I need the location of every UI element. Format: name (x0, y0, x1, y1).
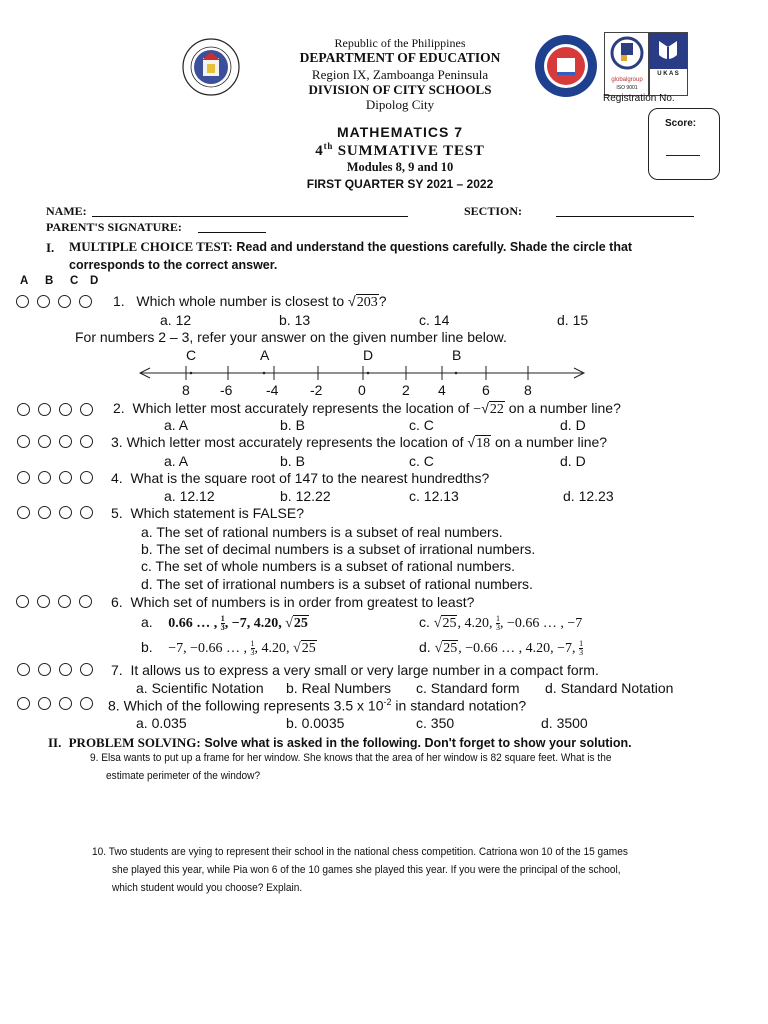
q3-end: on a number line? (491, 434, 608, 450)
test-number: 4 (315, 143, 324, 159)
q4-text: What is the square root of 147 to the nearest hundredths? (130, 470, 490, 486)
q6-number: 6. (111, 594, 123, 610)
q2-circle-c[interactable] (59, 403, 72, 416)
point-label-b: B (452, 347, 462, 363)
q3-question: 3. Which letter most accurately represents the location of √18 on a number line? (111, 434, 608, 451)
q6-option-a (141, 614, 309, 632)
q6-c-frac-num: 1 (495, 614, 500, 624)
q6-b-part1: −7, −0.66 … , (168, 641, 251, 656)
point-label-d: D (363, 347, 374, 363)
ukas-certification-logo (648, 32, 688, 96)
score-label: Score: (665, 118, 697, 129)
q5-text: Which statement is FALSE? (130, 505, 304, 521)
q5-option-d: d. The set of irrational numbers is a subset of rational numbers. (141, 576, 533, 592)
q5-question (111, 505, 304, 521)
tick-label-3: -4 (266, 382, 279, 398)
col-b: B (45, 275, 54, 287)
q6-d-frac-num: 1 (579, 639, 584, 649)
q7-question (111, 662, 599, 678)
q9-line1: 9. Elsa wants to put up a frame for her window. She knows that the area of her window is 82 square feet. What is the (90, 752, 612, 764)
q7-option-c: c. Standard form (416, 680, 520, 696)
q10-line2: she played this year, while Pia won 6 of the 10 games she played this year. If you were the principal of the school, (112, 864, 621, 876)
q6-text: Which set of numbers is in order from greatest to least? (130, 594, 475, 610)
q6-c-label: c. (419, 614, 430, 630)
q1-question: 1. Which whole number is closest to √203? (113, 293, 387, 310)
q3-circle-d[interactable] (80, 435, 93, 448)
part1-instr-line1: Read and understand the questions carefully. Shade the circle that (236, 240, 633, 254)
part1-instructions (69, 239, 729, 255)
point-label-a: A (260, 347, 270, 363)
q4-circle-d[interactable] (80, 471, 93, 484)
q6-b-expr: −7, −0.66 … , $\frac{1}{3}$ , 4.20, √25 (168, 639, 316, 658)
tick-label-2: -6 (220, 382, 233, 398)
q7-option-b: b. Real Numbers (286, 680, 392, 696)
q7-option-d: d. Standard Notation (545, 680, 674, 696)
part1-number: I. (46, 240, 55, 255)
q3-option-a: a. A (164, 453, 189, 469)
q6-b-frac-num: 1 (250, 639, 255, 649)
q6-d-label: d. (419, 639, 431, 655)
section-field[interactable] (556, 216, 694, 217)
q2-circle-a[interactable] (17, 403, 30, 416)
tick-label-8: 6 (482, 382, 490, 398)
part2-number: II. (48, 735, 62, 750)
q2-number: 2. (113, 400, 125, 416)
q2-question: 2. Which letter most accurately represents the location of −√22 on a number line? (113, 400, 621, 417)
q2-circle-b[interactable] (38, 403, 51, 416)
tick-label-9: 8 (524, 382, 532, 398)
q1-circle-c[interactable] (58, 295, 71, 308)
q2-negative: − (473, 402, 482, 417)
q5-circle-a[interactable] (17, 506, 30, 519)
q8-circle-b[interactable] (38, 697, 51, 710)
q2-end: on a number line? (504, 400, 621, 416)
q4-number: 4. (111, 470, 123, 486)
republic-text: Republic of the Philippines (334, 36, 466, 50)
q1-option-d: d. 15 (557, 312, 589, 328)
q6-answer-circles (16, 595, 92, 608)
tick-label-7: 4 (438, 382, 446, 398)
q1-number: 1. (113, 293, 125, 309)
q9-line2: estimate perimeter of the window? (106, 770, 261, 782)
q2-circle-d[interactable] (80, 403, 93, 416)
q7-circle-d[interactable] (80, 663, 93, 676)
city-text: Dipolog City (365, 97, 435, 112)
q6-circle-a[interactable] (16, 595, 29, 608)
q1-option-c: c. 14 (419, 312, 450, 328)
name-field[interactable] (92, 216, 408, 217)
ukas-text: U K A S (657, 71, 679, 77)
q8-option-d: d. 3500 (541, 715, 588, 731)
q6-a-part2: , −7, 4.20, (224, 616, 286, 631)
q6-d-radicand: 25 (443, 641, 458, 656)
q6-c-part2: , −0.66 … , −7 (499, 616, 583, 631)
modules-text: Modules 8, 9 and 10 (346, 160, 454, 174)
col-d: D (90, 275, 99, 287)
answer-column-headers (20, 275, 110, 287)
q9-answer-area[interactable] (90, 790, 720, 840)
q8-number: 8. (108, 697, 120, 714)
q6-a-expr: 0.66 … , $\frac{1}{3}$ , −7, 4.20, √25 (168, 614, 308, 633)
q3-option-b: b. B (280, 453, 305, 469)
signature-label: PARENT'S SIGNATURE: (46, 220, 182, 234)
q6-option-b (141, 639, 317, 657)
q6-question (111, 594, 474, 610)
q6-d-expr: √25, −0.66 … , 4.20, −7, $\frac{1}{3}$ (434, 639, 584, 658)
point-b-dot (455, 372, 458, 375)
q8-option-c: c. 350 (416, 715, 455, 731)
q2-radicand: 22 (489, 402, 504, 417)
q5-option-a: a. The set of rational numbers is a subset of real numbers. (141, 524, 503, 540)
q3-circle-b[interactable] (38, 435, 51, 448)
q7-circle-b[interactable] (38, 663, 51, 676)
q2-option-a: a. A (164, 417, 189, 433)
q1-text: Which whole number is closest to (136, 293, 348, 309)
q7-circle-c[interactable] (59, 663, 72, 676)
score-box (648, 108, 720, 180)
part1-heading: MULTIPLE CHOICE TEST: (69, 239, 233, 254)
test-sup: th (323, 141, 334, 151)
q8-text2: in standard notation? (391, 697, 527, 714)
test-title (250, 141, 550, 160)
q5-circle-b[interactable] (38, 506, 51, 519)
q3-answer-circles (17, 435, 93, 448)
q6-a-label: a. (141, 614, 153, 630)
q2-option-b: b. B (280, 417, 305, 433)
part1-instr-line2: corresponds to the correct answer. (69, 258, 278, 272)
q10-line1: 10. Two students are vying to represent their school in the national chess competition. Catriona won 10 of the 15 games (92, 846, 628, 858)
q6-c-expr: √25, 4.20, $\frac{1}{3}$ , −0.66 … , −7 (433, 614, 583, 633)
q8-text1: Which of the following represents 3.5 x 10 (123, 697, 384, 714)
q4-question (111, 470, 489, 486)
q6-b-part2: , 4.20, (254, 641, 294, 656)
q6-d-part1: , −0.66 … , 4.20, −7, (458, 641, 580, 656)
department-text: DEPARTMENT OF EDUCATION (299, 50, 501, 65)
q6-b-label: b. (141, 639, 153, 655)
point-d-dot (367, 372, 370, 375)
q4-option-a: a. 12.12 (164, 488, 215, 504)
q1-answer-circles (16, 295, 92, 308)
number-line (136, 362, 592, 384)
q5-circle-d[interactable] (80, 506, 93, 519)
q3-option-c: c. C (409, 453, 434, 469)
division-text: DIVISION OF CITY SCHOOLS (308, 82, 492, 97)
q5-circle-c[interactable] (59, 506, 72, 519)
q6-circle-d[interactable] (79, 595, 92, 608)
q7-option-a: a. Scientific Notation (136, 680, 264, 696)
q3-text: Which letter most accurately represents the location of (126, 434, 468, 450)
q2-text: Which letter most accurately represents the location of (132, 400, 474, 416)
q6-circle-c[interactable] (58, 595, 71, 608)
q3-option-d: d. D (560, 453, 586, 469)
q8-exponent: -2 (383, 697, 392, 707)
q7-answer-circles (17, 663, 93, 676)
col-c: C (70, 275, 79, 287)
q1-circle-d[interactable] (79, 295, 92, 308)
q6-b-frac-den: 3 (250, 648, 255, 658)
q5-answer-circles (17, 506, 93, 519)
q10-line3: which student would you choose? Explain. (112, 882, 303, 894)
q6-b-radicand: 25 (301, 641, 316, 656)
q4-option-b: b. 12.22 (280, 488, 331, 504)
q8-circle-a[interactable] (17, 697, 30, 710)
q8-circle-d[interactable] (80, 697, 93, 710)
q6-option-d (419, 639, 583, 657)
part2-instr: Solve what is asked in the following. Don't forget to show your solution. (204, 736, 632, 750)
q4-option-c: c. 12.13 (409, 488, 459, 504)
q3-radicand: 18 (476, 436, 491, 451)
numberline-note: For numbers 2 – 3, refer your answer on the given number line below. (75, 329, 507, 345)
q5-option-c: c. The set of whole numbers is a subset of rational numbers. (141, 558, 516, 574)
q8-question (108, 697, 526, 714)
q6-c-frac-den: 3 (495, 623, 500, 633)
part2-instructions (48, 735, 632, 751)
point-a-dot (263, 372, 266, 375)
q4-answer-circles (17, 471, 93, 484)
q1-circle-b[interactable] (37, 295, 50, 308)
q8-option-b: b. 0.0035 (286, 715, 345, 731)
q4-circle-b[interactable] (38, 471, 51, 484)
tick-label-5: 0 (358, 382, 366, 398)
q7-number: 7. (111, 662, 123, 678)
q6-c-radicand: 25 (442, 616, 457, 631)
col-a: A (20, 275, 29, 287)
q7-text: It allows us to express a very small or very large number in a compact form. (130, 662, 599, 678)
point-c-dot (190, 372, 193, 375)
q8-answer-circles (17, 697, 93, 710)
globalgroup-text: globalgroup (611, 77, 643, 83)
q2-option-d: d. D (560, 417, 586, 433)
q6-a-part1: 0.66 … , (168, 616, 221, 631)
region-text: Region IX, Zamboanga Peninsula (311, 67, 489, 82)
q6-c-part1: , 4.20, (457, 616, 496, 631)
q7-circle-a[interactable] (17, 663, 30, 676)
q4-circle-a[interactable] (17, 471, 30, 484)
name-label: NAME: (46, 204, 87, 218)
tick-label-4: -2 (310, 382, 323, 398)
tick-label-1: 8 (182, 382, 190, 398)
q4-circle-c[interactable] (59, 471, 72, 484)
tick-label-6: 2 (402, 382, 410, 398)
q8-circle-c[interactable] (59, 697, 72, 710)
quarter-text: FIRST QUARTER SY 2021 – 2022 (306, 177, 494, 191)
q6-a-frac-den: 3 (220, 623, 225, 633)
q1-radicand: 203 (356, 295, 378, 310)
q1-circle-a[interactable] (16, 295, 29, 308)
q3-circle-a[interactable] (17, 435, 30, 448)
q6-a-frac-num: 1 (220, 614, 225, 624)
score-line (666, 155, 700, 156)
q10-answer-area[interactable] (90, 902, 720, 1012)
iso-certification-logo (604, 32, 650, 96)
q5-number: 5. (111, 505, 123, 521)
q6-d-frac-den: 3 (579, 648, 584, 658)
q4-option-d: d. 12.23 (563, 488, 614, 504)
q6-circle-b[interactable] (37, 595, 50, 608)
point-label-c: C (186, 347, 197, 363)
q6-a-radicand: 25 (293, 616, 308, 631)
q8-option-a: a. 0.035 (136, 715, 187, 731)
q1-option-b: b. 13 (279, 312, 311, 328)
subject-title: MATHEMATICS 7 (336, 124, 464, 140)
q2-option-c: c. C (409, 417, 434, 433)
q3-number: 3. (111, 434, 123, 450)
section-label: SECTION: (464, 204, 523, 218)
part2-heading: PROBLEM SOLVING: (68, 735, 201, 750)
q6-option-c (419, 614, 582, 632)
test-name: SUMMATIVE TEST (337, 143, 485, 159)
iso-text: ISO 9001 (616, 85, 638, 91)
division-seal-logo (534, 34, 598, 98)
q2-answer-circles (17, 403, 93, 416)
q1-end: ? (378, 293, 387, 309)
q5-option-b: b. The set of decimal numbers is a subset of irrational numbers. (141, 541, 536, 557)
q3-circle-c[interactable] (59, 435, 72, 448)
signature-field[interactable] (198, 232, 266, 233)
q1-option-a: a. 12 (160, 312, 192, 328)
registration-label: Registration No. (603, 93, 675, 104)
